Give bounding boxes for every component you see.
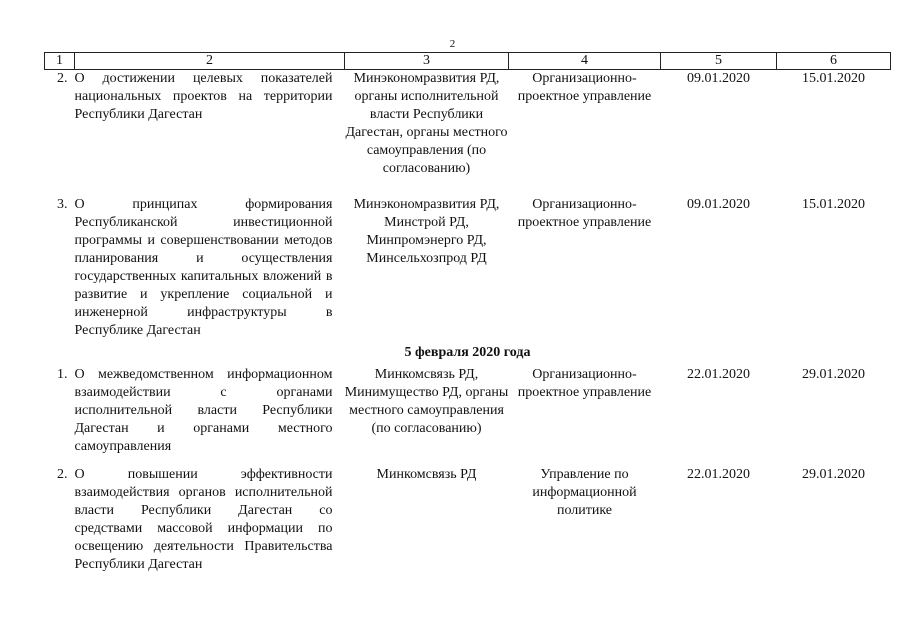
row-date-review: 15.01.2020 [802,71,865,86]
row-date-submission: 22.01.2020 [687,367,750,382]
row-date-submission: 22.01.2020 [687,467,750,482]
row-title: О достижении целевых показателей национальных проектов на территории Республики Дагестан [74,71,333,122]
header-cell: 1 [45,53,75,70]
header-row [45,53,891,70]
row-date-submission: 09.01.2020 [687,71,750,86]
row-title: О межведомственном информационном взаимодействии с органами исполнительной власти Республики Дагестан и органами местного самоуправления [74,367,333,454]
row-number: 2. [57,467,68,482]
schedule-table [44,52,891,574]
row-number: 2. [57,71,68,86]
row-department: Организационно-проектное управление [517,71,652,104]
table-row [45,466,891,574]
table-row [45,196,891,340]
section-row [45,340,891,366]
row-responsible: Минэкономразвития РД, Минстрой РД, Минпромэнерго РД, Минсельхозпрод РД [353,197,500,266]
table-row [45,70,891,179]
row-title: О принципах формирования Республиканской инвестиционной программы и совершенствовании методов планирования и осуществления государственных капитальных вложений в развитие и укрепление социальной и инженерной инфраструктуры в Республике Дагестан [74,197,333,338]
page-number: 2 [449,38,456,50]
header-cell: 4 [509,53,661,70]
row-date-review: 29.01.2020 [802,367,865,382]
header-cell: 5 [661,53,777,70]
row-number: 3. [57,197,68,212]
row-department: Организационно-проектное управление [517,367,652,400]
section-title: 5 февраля 2020 года [404,345,531,360]
row-responsible: Минкомсвязь РД, Минимущество РД, органы местного самоуправления (по согласованию) [344,367,509,436]
row-date-review: 29.01.2020 [802,467,865,482]
row-department: Организационно-проектное управление [517,197,652,230]
header-cell: 6 [777,53,891,70]
row-title: О повышении эффективности взаимодействия органов исполнительной власти Республики Дагестан со средствами массовой информации по освещению деятельности Правительства Республики Дагестан [74,467,333,572]
table-row [45,366,891,456]
row-responsible: Минкомсвязь РД [376,467,477,482]
row-date-review: 15.01.2020 [802,197,865,212]
row-responsible: Минэкономразвития РД, органы исполнительной власти Республики Дагестан, органы местного самоуправления (по согласованию) [345,71,508,176]
header-cell: 2 [75,53,345,70]
header-cell: 3 [345,53,509,70]
row-date-submission: 09.01.2020 [687,197,750,212]
row-department: Управление по информационной политике [532,467,637,518]
row-number: 1. [57,367,68,382]
